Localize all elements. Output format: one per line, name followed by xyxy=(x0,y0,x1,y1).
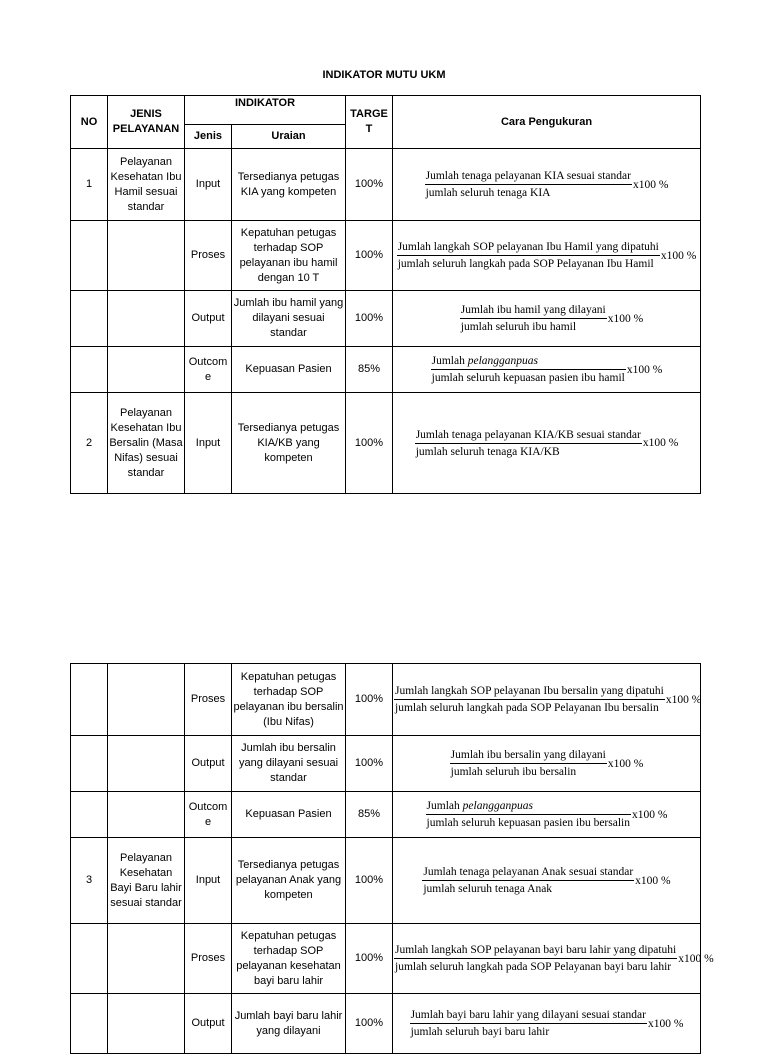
uraian-cell: Jumlah ibu hamil yang dilayani sesuai standar xyxy=(232,291,346,347)
uraian-cell: Kepatuhan petugas terhadap SOP pelayanan ibu hamil dengan 10 T xyxy=(232,221,346,291)
row-number-cell: 3 xyxy=(71,838,108,924)
measurement-formula xyxy=(425,169,669,200)
target-cell: 100% xyxy=(346,994,393,1054)
numerator-italic-text: pelangganpuas xyxy=(467,355,539,367)
formula-multiplier: x100 % xyxy=(647,1017,684,1030)
formula-fraction xyxy=(397,240,660,271)
target-cell: 85% xyxy=(346,792,393,838)
jenis-cell: Output xyxy=(185,291,232,347)
indicator-table-1 xyxy=(70,95,701,494)
jenis-cell: Output xyxy=(185,994,232,1054)
formula-numerator xyxy=(450,748,607,764)
formula-denominator: jumlah seluruh kepuasan pasien ibu bersalin xyxy=(426,817,630,829)
formula-numerator xyxy=(397,240,660,256)
cara-pengukuran-cell xyxy=(393,393,701,494)
jenis-cell: Output xyxy=(185,736,232,792)
header-jenis: Jenis xyxy=(185,125,232,149)
numerator-text: Jumlah langkah SOP pelayanan Ibu Hamil yang dipatuhi xyxy=(397,241,659,253)
numerator-text: Jumlah xyxy=(431,355,468,367)
row-number-cell xyxy=(71,347,108,393)
formula-numerator xyxy=(410,1008,647,1024)
jenis-pelayanan-cell xyxy=(108,221,185,291)
measurement-formula xyxy=(394,684,701,715)
formula-multiplier: x100 % xyxy=(635,874,671,887)
formula-fraction xyxy=(450,748,607,779)
jenis-pelayanan-cell: Pelayanan Kesehatan Ibu Hamil sesuai standar xyxy=(108,149,185,221)
uraian-cell: Kepatuhan petugas terhadap SOP pelayanan ibu bersalin (Ibu Nifas) xyxy=(232,664,346,736)
formula-multiplier: x100 % xyxy=(607,757,644,770)
target-cell: 100% xyxy=(346,149,393,221)
indicator-table-2 xyxy=(70,663,714,1054)
table-row xyxy=(71,347,701,393)
table-row xyxy=(71,664,701,736)
target-cell: 100% xyxy=(346,924,393,994)
row-number-cell xyxy=(71,994,108,1054)
formula-numerator xyxy=(394,684,665,700)
table-1-body xyxy=(71,149,701,494)
cara-pengukuran-cell xyxy=(393,664,701,736)
jenis-cell: Proses xyxy=(185,664,232,736)
formula-denominator: jumlah seluruh ibu bersalin xyxy=(450,766,577,778)
jenis-pelayanan-cell xyxy=(108,347,185,393)
numerator-text: Jumlah ibu bersalin yang dilayani xyxy=(450,749,606,761)
row-number-cell xyxy=(71,221,108,291)
formula-fraction xyxy=(431,354,626,385)
row-number-cell xyxy=(71,792,108,838)
cara-pengukuran-cell xyxy=(393,792,701,838)
formula-denominator: jumlah seluruh langkah pada SOP Pelayanan Ibu Hamil xyxy=(397,258,654,270)
measurement-formula xyxy=(422,865,670,896)
jenis-cell: Proses xyxy=(185,221,232,291)
target-cell: 100% xyxy=(346,221,393,291)
row-number-cell xyxy=(71,291,108,347)
cara-pengukuran-cell xyxy=(393,838,701,924)
jenis-pelayanan-cell xyxy=(108,924,185,994)
target-cell: 100% xyxy=(346,291,393,347)
numerator-text: Jumlah tenaga pelayanan KIA sesuai standar xyxy=(425,170,631,182)
row-number-cell: 2 xyxy=(71,393,108,494)
table-row xyxy=(71,393,701,494)
jenis-pelayanan-cell xyxy=(108,664,185,736)
formula-multiplier: x100 % xyxy=(626,363,663,376)
cara-pengukuran-cell xyxy=(393,924,714,994)
formula-denominator: jumlah seluruh tenaga KIA/KB xyxy=(415,445,560,458)
formula-multiplier: x100 % xyxy=(660,249,697,262)
header-target: TARGE T xyxy=(346,96,393,149)
formula-fraction xyxy=(394,943,677,974)
formula-numerator xyxy=(425,169,632,185)
measurement-formula xyxy=(397,240,697,271)
jenis-cell: Input xyxy=(185,393,232,494)
uraian-cell: Tersedianya petugas pelayanan Anak yang kompeten xyxy=(232,838,346,924)
row-number-cell xyxy=(71,924,108,994)
numerator-italic-text: pelangganpuas xyxy=(462,800,533,812)
table-2-body xyxy=(71,664,714,1054)
formula-multiplier: x100 % xyxy=(642,437,679,449)
header-no: NO xyxy=(71,96,108,149)
numerator-text: Jumlah langkah SOP pelayanan bayi baru lahir yang dipatuhi xyxy=(395,944,677,956)
header-uraian: Uraian xyxy=(232,125,346,149)
formula-denominator: jumlah seluruh ibu hamil xyxy=(460,321,577,333)
cara-pengukuran-cell xyxy=(393,994,701,1054)
formula-fraction xyxy=(425,169,632,200)
cara-pengukuran-cell xyxy=(393,291,701,347)
formula-numerator xyxy=(394,943,677,959)
formula-fraction xyxy=(410,1008,647,1039)
uraian-cell: Kepatuhan petugas terhadap SOP pelayanan kesehatan bayi baru lahir xyxy=(232,924,346,994)
formula-numerator xyxy=(415,428,642,444)
numerator-text: Jumlah langkah SOP pelayanan Ibu bersalin yang dipatuhi xyxy=(395,685,664,697)
jenis-pelayanan-cell xyxy=(108,291,185,347)
jenis-cell: Input xyxy=(185,149,232,221)
formula-multiplier: x100 % xyxy=(665,693,702,706)
cara-pengukuran-cell xyxy=(393,221,701,291)
formula-multiplier: x100 % xyxy=(678,952,714,965)
jenis-cell: Proses xyxy=(185,924,232,994)
target-cell: 100% xyxy=(346,664,393,736)
jenis-pelayanan-cell: Pelayanan Kesehatan Ibu Bersalin (Masa Nifas) sesuai standar xyxy=(108,393,185,494)
row-number-cell xyxy=(71,736,108,792)
formula-fraction xyxy=(426,799,631,830)
formula-denominator: jumlah seluruh bayi baru lahir xyxy=(410,1026,550,1038)
target-cell: 85% xyxy=(346,347,393,393)
measurement-formula xyxy=(431,354,663,385)
measurement-formula xyxy=(415,428,679,459)
numerator-text: Jumlah xyxy=(426,800,463,812)
numerator-text: Jumlah tenaga pelayanan Anak sesuai standar xyxy=(423,866,634,878)
cara-pengukuran-cell xyxy=(393,347,701,393)
jenis-pelayanan-cell: Pelayanan Kesehatan Bayi Baru lahir sesuai standar xyxy=(108,838,185,924)
uraian-cell: Tersedianya petugas KIA yang kompeten xyxy=(232,149,346,221)
formula-multiplier: x100 % xyxy=(632,178,669,191)
formula-numerator xyxy=(431,354,626,370)
uraian-cell: Kepuasan Pasien xyxy=(232,347,346,393)
numerator-text: Jumlah tenaga pelayanan KIA/KB sesuai standar xyxy=(415,428,641,441)
jenis-cell: Outcom e xyxy=(185,792,232,838)
formula-denominator: jumlah seluruh langkah pada SOP Pelayanan bayi baru lahir xyxy=(395,961,672,973)
numerator-text: Jumlah bayi baru lahir yang dilayani sesuai standar xyxy=(410,1009,646,1021)
cara-pengukuran-cell xyxy=(393,736,701,792)
table-row xyxy=(71,924,701,994)
table-row xyxy=(71,221,701,291)
uraian-cell: Kepuasan Pasien xyxy=(232,792,346,838)
uraian-cell: Jumlah ibu bersalin yang dilayani sesuai standar xyxy=(232,736,346,792)
table-row xyxy=(71,792,701,838)
header-jenis-pelayanan: JENIS PELAYANAN xyxy=(108,96,185,149)
formula-fraction xyxy=(394,684,665,715)
formula-fraction xyxy=(422,865,634,896)
table-row xyxy=(71,291,701,347)
header-cara-pengukuran: Cara Pengukuran xyxy=(393,96,701,149)
jenis-pelayanan-cell xyxy=(108,994,185,1054)
table-row xyxy=(71,838,701,924)
document-title: INDIKATOR MUTU UKM xyxy=(322,69,446,81)
formula-numerator xyxy=(426,799,631,815)
cara-pengukuran-cell xyxy=(393,149,701,221)
jenis-cell: Input xyxy=(185,838,232,924)
measurement-formula xyxy=(450,748,644,779)
target-cell: 100% xyxy=(346,393,393,494)
formula-denominator: jumlah seluruh kepuasan pasien ibu hamil xyxy=(431,372,625,384)
formula-denominator: jumlah seluruh tenaga Anak xyxy=(423,883,553,895)
uraian-cell: Jumlah bayi baru lahir yang dilayani xyxy=(232,994,346,1054)
formula-denominator: jumlah seluruh tenaga KIA xyxy=(425,187,551,199)
formula-numerator xyxy=(460,303,607,319)
table-row xyxy=(71,736,701,792)
formula-numerator xyxy=(422,865,634,881)
table-row xyxy=(71,149,701,221)
jenis-cell: Outcom e xyxy=(185,347,232,393)
measurement-formula xyxy=(394,943,714,974)
formula-fraction xyxy=(415,428,642,459)
formula-denominator: jumlah seluruh langkah pada SOP Pelayanan Ibu bersalin xyxy=(395,702,659,714)
row-number-cell xyxy=(71,664,108,736)
header-indikator: INDIKATOR xyxy=(185,96,346,125)
jenis-pelayanan-cell xyxy=(108,736,185,792)
formula-fraction xyxy=(460,303,607,334)
measurement-formula xyxy=(426,799,668,830)
table-row xyxy=(71,994,701,1054)
target-cell: 100% xyxy=(346,838,393,924)
numerator-text: Jumlah ibu hamil yang dilayani xyxy=(460,304,606,316)
measurement-formula xyxy=(410,1008,684,1039)
formula-multiplier: x100 % xyxy=(631,808,668,821)
jenis-pelayanan-cell xyxy=(108,792,185,838)
row-number-cell: 1 xyxy=(71,149,108,221)
target-cell: 100% xyxy=(346,736,393,792)
uraian-cell: Tersedianya petugas KIA/KB yang kompeten xyxy=(232,393,346,494)
formula-multiplier: x100 % xyxy=(607,312,644,325)
measurement-formula xyxy=(460,303,643,334)
